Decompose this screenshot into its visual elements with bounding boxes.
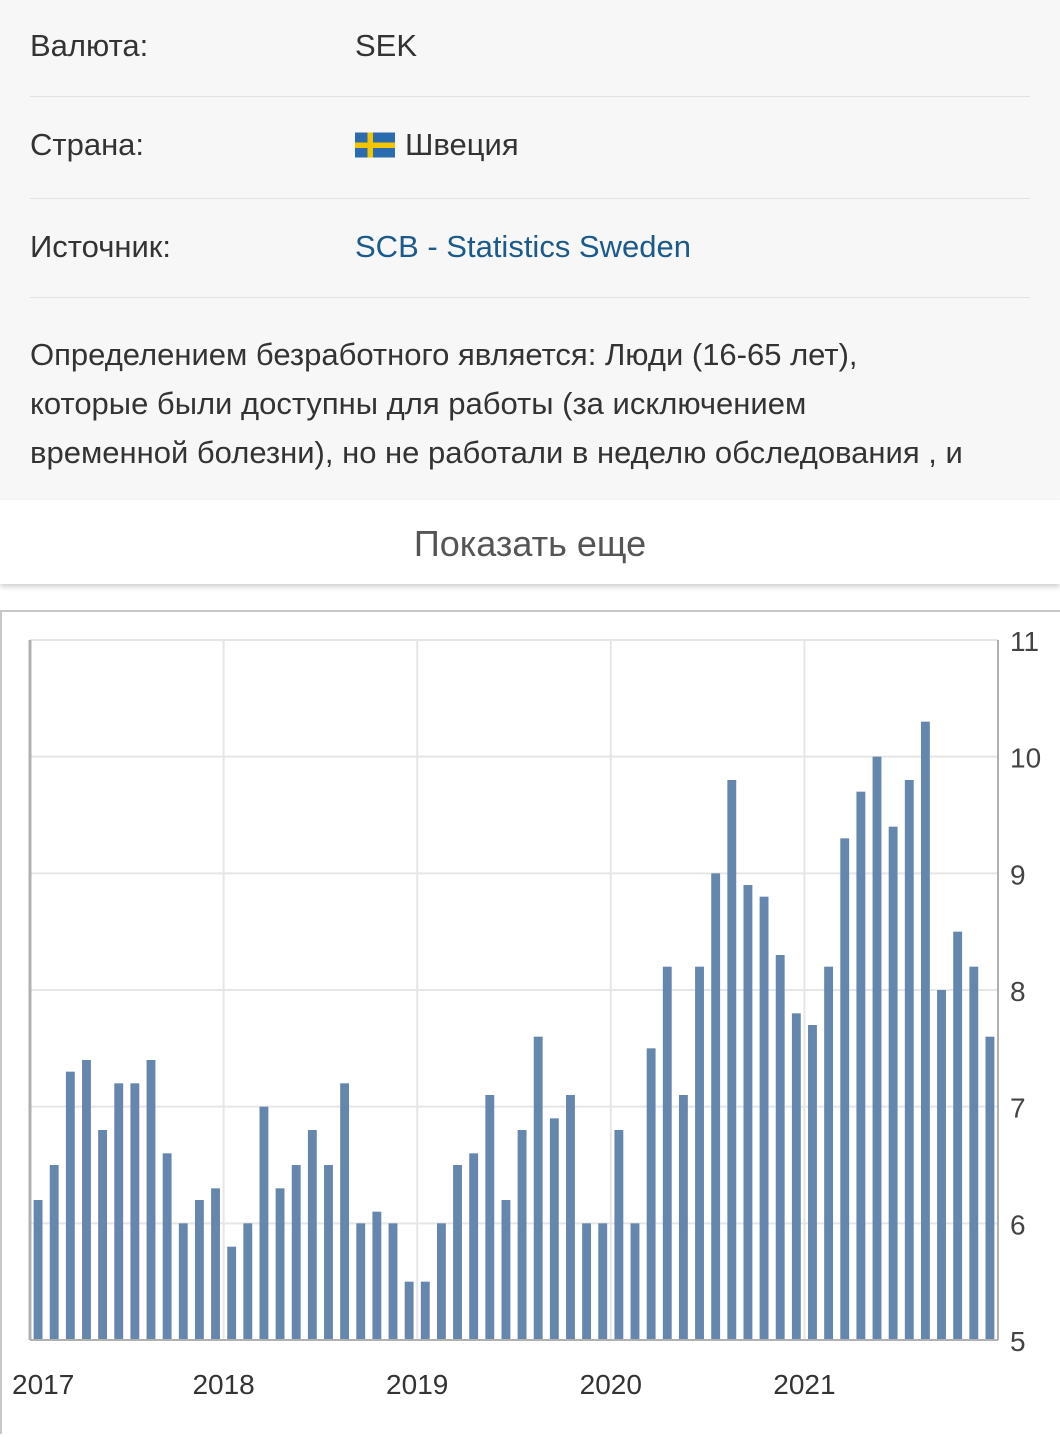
bar[interactable] <box>727 780 736 1340</box>
x-tick-label: 2019 <box>386 1369 449 1400</box>
x-tick-label: 2018 <box>192 1369 255 1400</box>
y-tick-label: 6 <box>1010 1209 1026 1241</box>
bar[interactable] <box>437 1223 446 1340</box>
bar[interactable] <box>679 1095 688 1340</box>
bar[interactable] <box>372 1212 381 1340</box>
bar[interactable] <box>227 1247 236 1340</box>
bar[interactable] <box>518 1130 527 1340</box>
description-line: временной болезни), но не работали в неделю обследования , и <box>30 435 963 470</box>
y-tick-label: 9 <box>1010 859 1026 891</box>
bar[interactable] <box>179 1223 188 1340</box>
bar[interactable] <box>324 1165 333 1340</box>
bar[interactable] <box>34 1200 43 1340</box>
bar[interactable] <box>792 1013 801 1340</box>
y-tick-label: 11 <box>1010 626 1040 657</box>
x-tick-label: 2020 <box>579 1369 642 1400</box>
bar[interactable] <box>195 1200 204 1340</box>
bar[interactable] <box>421 1282 430 1340</box>
bar[interactable] <box>340 1083 349 1340</box>
bar[interactable] <box>953 932 962 1340</box>
chart-container <box>0 610 1060 1434</box>
x-tick-label: 2021 <box>773 1369 836 1400</box>
bar[interactable] <box>292 1165 301 1340</box>
bar[interactable] <box>308 1130 317 1340</box>
bar[interactable] <box>243 1223 252 1340</box>
bar[interactable] <box>840 838 849 1340</box>
bar[interactable] <box>824 967 833 1340</box>
bar[interactable] <box>453 1165 462 1340</box>
y-tick-label: 10 <box>1010 742 1042 774</box>
bar[interactable] <box>98 1130 107 1340</box>
source-row <box>30 199 1030 298</box>
currency-label: Валюта: <box>30 28 149 63</box>
unemployment-bar-chart <box>2 612 1058 1432</box>
bar[interactable] <box>598 1223 607 1340</box>
source-link[interactable]: SCB - Statistics Sweden <box>355 229 691 264</box>
bar[interactable] <box>163 1153 172 1340</box>
bar[interactable] <box>50 1165 59 1340</box>
y-tick-label: 7 <box>1010 1092 1026 1124</box>
bar[interactable] <box>259 1107 268 1340</box>
bar[interactable] <box>211 1188 220 1340</box>
bar[interactable] <box>356 1223 365 1340</box>
bar[interactable] <box>808 1025 817 1340</box>
bar[interactable] <box>114 1083 123 1340</box>
bar[interactable] <box>614 1130 623 1340</box>
bar[interactable] <box>469 1153 478 1340</box>
bar[interactable] <box>695 967 704 1340</box>
bar[interactable] <box>501 1200 510 1340</box>
bar[interactable] <box>663 967 672 1340</box>
bar[interactable] <box>905 780 914 1340</box>
bar[interactable] <box>631 1223 640 1340</box>
bar[interactable] <box>389 1223 398 1340</box>
bar[interactable] <box>856 792 865 1340</box>
description-text <box>30 330 1032 477</box>
description-line: которые были доступны для работы (за исключением <box>30 386 807 421</box>
country-label: Страна: <box>30 127 145 162</box>
bar[interactable] <box>66 1072 75 1340</box>
bar[interactable] <box>921 722 930 1340</box>
bar[interactable] <box>889 827 898 1340</box>
sweden-flag-icon <box>355 130 395 160</box>
info-panel <box>0 0 1060 500</box>
currency-row <box>30 0 1030 97</box>
show-more-button[interactable]: Показать еще <box>0 500 1060 584</box>
bar[interactable] <box>566 1095 575 1340</box>
country-value-wrap <box>355 127 519 163</box>
source-label: Источник: <box>30 229 171 264</box>
bar[interactable] <box>760 897 769 1340</box>
bar[interactable] <box>130 1083 139 1340</box>
bar[interactable] <box>743 885 752 1340</box>
bar[interactable] <box>873 757 882 1340</box>
bar[interactable] <box>969 967 978 1340</box>
bar[interactable] <box>647 1048 656 1340</box>
y-tick-label: 5 <box>1010 1326 1026 1357</box>
bar[interactable] <box>582 1223 591 1340</box>
bar[interactable] <box>82 1060 91 1340</box>
country-value: Швеция <box>405 127 519 162</box>
currency-value: SEK <box>355 28 418 63</box>
bar[interactable] <box>276 1188 285 1340</box>
bar[interactable] <box>937 990 946 1340</box>
bar[interactable] <box>485 1095 494 1340</box>
bar[interactable] <box>550 1118 559 1340</box>
bar[interactable] <box>776 955 785 1340</box>
bar[interactable] <box>534 1037 543 1340</box>
bar[interactable] <box>147 1060 156 1340</box>
country-row <box>30 97 1030 199</box>
x-tick-label: 2017 <box>12 1369 75 1400</box>
bar[interactable] <box>985 1037 994 1340</box>
y-tick-label: 8 <box>1010 976 1026 1007</box>
description-line: Определением безработного является: Люди (16-65 лет), <box>30 337 858 372</box>
bar[interactable] <box>711 873 720 1340</box>
bar[interactable] <box>405 1282 414 1340</box>
